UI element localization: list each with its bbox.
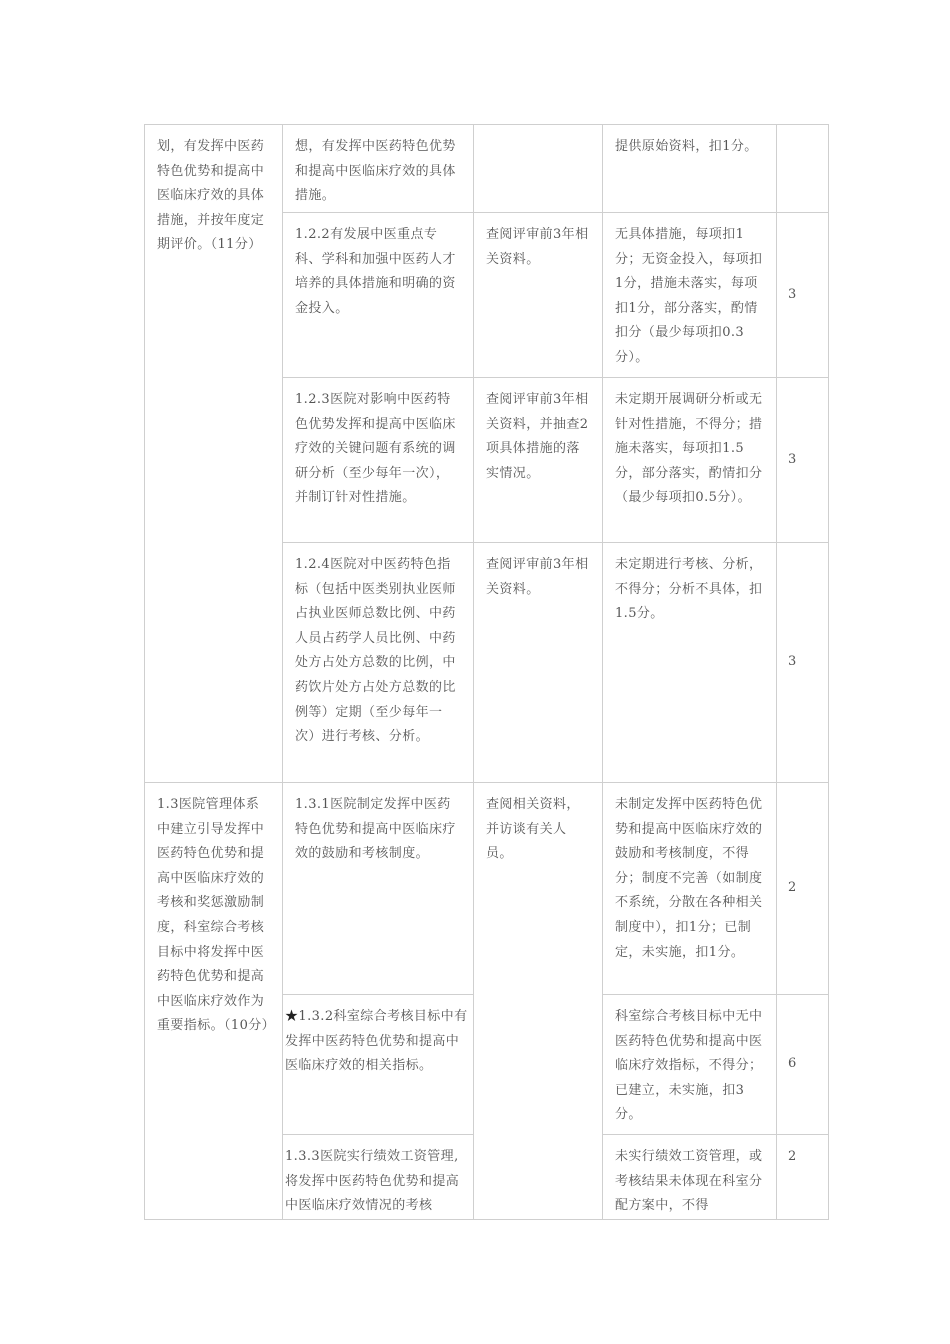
deduction-cell (603, 378, 777, 543)
criterion-text: 划，有发挥中医药特色优势和提高中医临床疗效的具体措施，并按年度定期评价。（11分） (157, 139, 265, 253)
deduction-cell (603, 213, 777, 378)
table-row (145, 125, 829, 213)
score-text: 6 (788, 1056, 797, 1072)
deduction-text: 未定期开展调研分析或无针对性措施，不得分；措施未落实，每项扣1.5分，部分落实，酌情扣分（最少每项扣0.5分）。 (615, 392, 763, 506)
method-text: 查阅评审前3年相关资料。 (486, 557, 589, 597)
criterion-cell (145, 783, 283, 1220)
item-cell (283, 125, 474, 213)
score-text: 2 (788, 1149, 797, 1164)
deduction-text: 未定期进行考核、分析，不得分；分析不具体，扣1.5分。 (615, 557, 763, 622)
item-text: 1.3.1医院制定发挥中医药特色优势和提高中医临床疗效的鼓励和考核制度。 (295, 797, 456, 862)
method-cell (474, 783, 603, 1220)
item-text: 1.2.2有发展中医重点专科、学科和加强中医药人才培养的具体措施和明确的资金投入。 (295, 227, 456, 316)
deduction-cell (603, 543, 777, 783)
item-cell (283, 995, 474, 1135)
method-text: 查阅评审前3年相关资料，并抽查2项具体措施的落实情况。 (486, 392, 589, 481)
method-text: 查阅评审前3年相关资料。 (486, 227, 589, 267)
evaluation-table (144, 124, 829, 1220)
score-text: 3 (788, 654, 797, 670)
score-text: 2 (788, 880, 797, 896)
deduction-cell (603, 125, 777, 213)
score-cell (777, 213, 829, 378)
method-cell (474, 543, 603, 783)
score-cell (777, 995, 829, 1135)
score-cell (777, 125, 829, 213)
item-text: 想，有发挥中医药特色优势和提高中医临床疗效的具体措施。 (295, 139, 456, 204)
item-cell (283, 213, 474, 378)
star-icon: ★ (285, 1009, 299, 1024)
deduction-text: 科室综合考核目标中无中医药特色优势和提高中医临床疗效指标，不得分；已建立，未实施，扣3分。 (615, 1009, 763, 1123)
deduction-text: 未制定发挥中医药特色优势和提高中医临床疗效的鼓励和考核制度，不得分；制度不完善（如制度不系统，分散在各种相关制度中），扣1分；已制定，未实施，扣1分。 (615, 797, 763, 960)
score-text: 3 (788, 286, 797, 302)
item-text: 1.2.4医院对中医药特色指标（包括中医类别执业医师占执业医师总数比例、中药人员占药学人员比例、中药处方占处方总数的比例，中药饮片处方占处方总数的比例等）定期（至少每年一次）进行考核、分析。 (295, 557, 456, 745)
table-row (145, 783, 829, 995)
item-text: 1.3.3医院实行绩效工资管理,将发挥中医药特色优势和提高中医临床疗效情况的考核 (285, 1149, 460, 1214)
deduction-cell (603, 783, 777, 995)
deduction-text: 提供原始资料，扣1分。 (615, 139, 758, 154)
deduction-cell (603, 1135, 777, 1220)
item-text: ★1.3.2科室综合考核目标中有发挥中医药特色优势和提高中医临床疗效的相关指标。 (285, 1009, 468, 1074)
method-cell (474, 213, 603, 378)
deduction-cell (603, 995, 777, 1135)
criterion-text: 1.3医院管理体系中建立引导发挥中医药特色优势和提高中医临床疗效的考核和奖惩激励制度，科室综合考核目标中将发挥中医药特色优势和提高中医临床疗效作为重要指标。（10分） (157, 797, 276, 1034)
item-cell (283, 378, 474, 543)
item-cell (283, 543, 474, 783)
deduction-text: 未实行绩效工资管理，或考核结果未体现在科室分配方案中，不得 (615, 1149, 763, 1214)
score-text: 3 (788, 451, 797, 467)
score-cell (777, 1135, 829, 1220)
item-cell (283, 1135, 474, 1220)
item-text: 1.2.3医院对影响中医药特色优势发挥和提高中医临床疗效的关键问题有系统的调研分析（至少每年一次），并制订针对性措施。 (295, 392, 456, 506)
deduction-text: 无具体措施，每项扣1分；无资金投入，每项扣1分，措施未落实，每项扣1分，部分落实，酌情扣分（最少每项扣0.3分）。 (615, 227, 763, 365)
score-cell (777, 378, 829, 543)
item-cell (283, 783, 474, 995)
score-cell (777, 783, 829, 995)
score-cell (777, 543, 829, 783)
method-cell (474, 125, 603, 213)
method-text: 查阅相关资料，并访谈有关人员。 (486, 797, 580, 862)
method-cell (474, 378, 603, 543)
criterion-cell (145, 125, 283, 783)
